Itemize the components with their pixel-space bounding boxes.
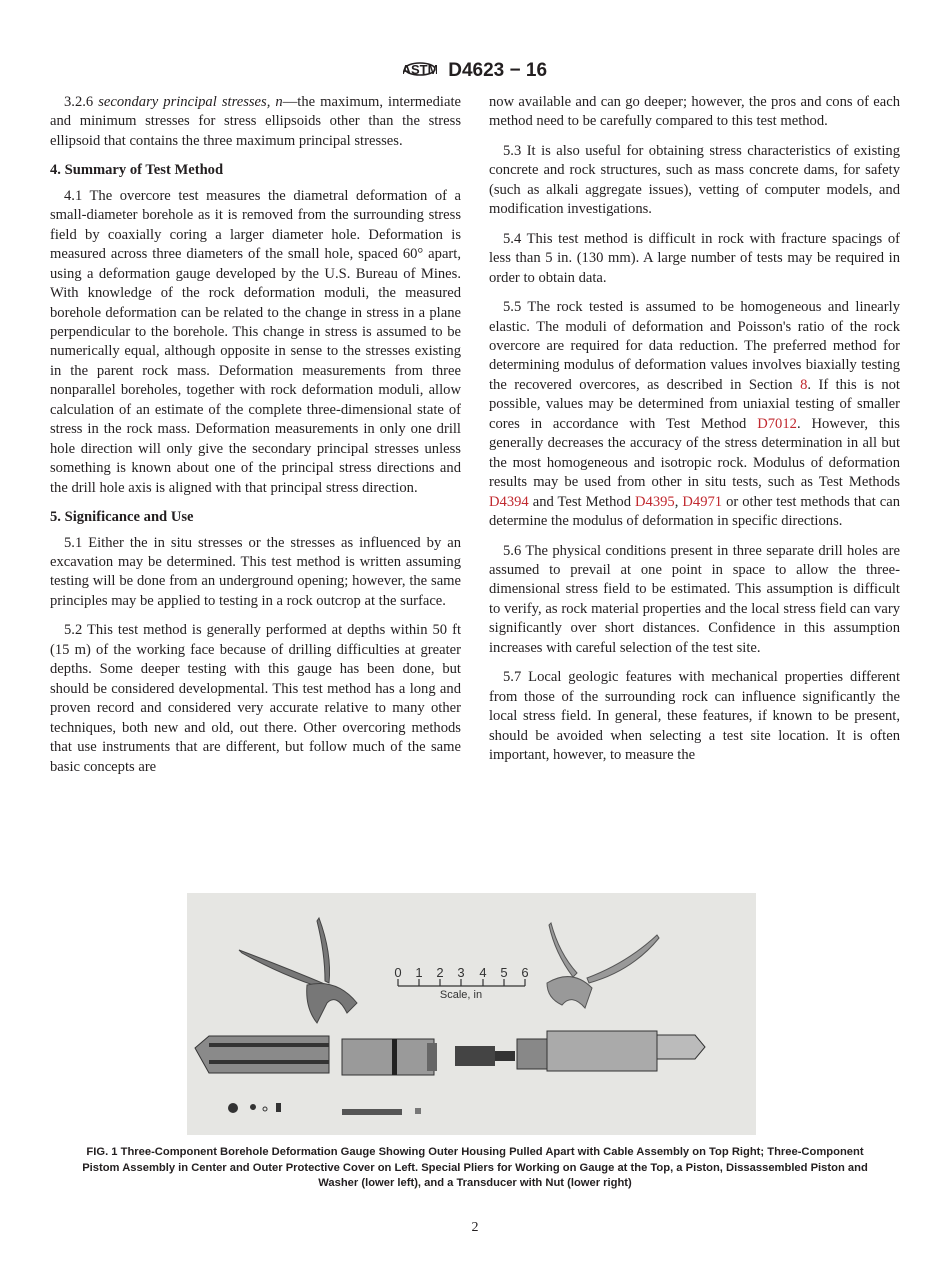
text: , <box>674 493 683 510</box>
section-4-heading: 4. Summary of Test Method <box>50 162 224 179</box>
piston-assembly-icon <box>342 1039 437 1075</box>
paragraph-5-1: 5.1 Either the in situ stresses or the stresses as influenced by an excavation may be determined. This test method is written assuming testing will be done from an underground opening; however, the same principles may be applied to testing in a rock outcrop at the surface. <box>50 534 461 609</box>
astm-logo-icon <box>403 55 437 87</box>
link-d4971[interactable]: D4971 <box>682 493 723 510</box>
text: . If this is not possible, values may be determined from uniaxial testing of smaller cores in accordance with Test Method <box>489 376 900 432</box>
scale-tick-label: 1 <box>415 965 423 980</box>
paragraph-5-3: 5.3 It is also useful for obtaining stress characteristics of existing concrete and rock structures, such as mass concrete dams, for safety (such as alkali aggregate issues), vetting of computer models, and modification investigations. <box>489 142 900 218</box>
scale-label: Scale, in <box>439 989 483 1001</box>
paragraph-5-2-continued: now available and can go deeper; however, the pros and cons of each method need to be carefully compared to this test method. <box>489 94 900 130</box>
link-d4395[interactable]: D4395 <box>634 493 675 510</box>
pliers-right-icon <box>547 923 659 1008</box>
pliers-left-icon <box>239 918 357 1023</box>
text: . However, this generally decreases the accuracy of the stress determination in all but the most homogeneous and isotropic rock. Modulus of deformation results may be used from other in situ tests, such as Test Methods <box>489 415 900 491</box>
scale-tick-label: 4 <box>479 965 487 980</box>
paragraph-5-2: 5.2 This test method is generally performed at depths within 50 ft (15 m) of the working face because of drilling difficulties at greater depths. Some deeper testing with this gauge has been done, but should be considered developmental. This test method has a long and proven record and considered very accurate relative to many other techniques, both new and old, out there. Other overcoring methods that use instruments that are different, but follow much of the same basic concepts are <box>50 622 461 775</box>
text: and Test Method <box>528 493 635 510</box>
term: secondary principal stresses, n <box>98 94 283 110</box>
outer-cover-icon <box>195 1036 329 1073</box>
scale-tick-label: 2 <box>436 965 444 980</box>
figure-caption: FIG. 1 Three-Component Borehole Deformation Gauge Showing Outer Housing Pulled Apart with Cable Assembly on Top Right; Three-Component Pistom Assembly in Center and Outer Protective Cover on Left. Special Pliers for Working on Gauge at the Top, a Piston, Dissassembled Piston and Washer (lower left), and a Transducer with Nut (lower right) <box>82 1146 868 1189</box>
figure-photo <box>187 893 756 1135</box>
text: 5.5 The rock tested is assumed to be homogeneous and linearly elastic. The moduli of deformation and Poisson's ratio of the rock overcore are required for data reduction. The preferred method for determining modulus of deformation values involves biaxially testing the recovered overcores, as described in Section <box>489 299 900 393</box>
definition: —the maximum, intermediate and minimum stresses for stress ellipsoids other than the stress ellipsoid that contains the three maximum principal stresses. <box>50 94 461 149</box>
paragraph-5-6: 5.6 The physical conditions present in three separate drill holes are assumed to prevail at one point in space to allow the three-dimensional stress field to be estimated. This assumption is difficult to verify, as rock material properties and the local stress field can vary significantly over short distances. Confidence in this assumption increases with careful selection of the test site. <box>489 542 900 656</box>
page-number: 2 <box>471 1220 479 1235</box>
paragraph-5-5 <box>489 298 900 531</box>
paragraph-5-4: 5.4 This test method is difficult in rock with fracture spacings of less than 5 in. (130 mm). A large number of tests may be required in order to obtain data. <box>489 230 900 286</box>
paragraph-3-2-6 <box>50 93 461 151</box>
link-d4394[interactable]: D4394 <box>489 493 529 510</box>
svg-text:ASTM: ASTM <box>402 62 437 77</box>
section-number: 3.2.6 <box>64 94 99 110</box>
small-parts-icon <box>228 1103 421 1115</box>
document-designation: D4623 − 16 <box>448 60 548 82</box>
page-header <box>0 55 950 87</box>
left-column <box>50 93 461 787</box>
gauge-photo-illustration <box>187 893 756 1135</box>
scale-tick-label: 5 <box>500 965 508 980</box>
paragraph-4-1: 4.1 The overcore test measures the diametral deformation of a small-diameter borehole as it is removed from the surrounding stress field by coaxially coring a larger diameter hole. Deformation is measured across three diameters of the small hole, spaced 60° apart, using a deformation gauge developed by the U.S. Bureau of Mines. With knowledge of the rock deformation moduli, the measured borehole deformation can be related to the change in stress in a plane perpendicular to the borehole. This change in stress is assumed to be numerically equal, although opposite in sense to the stresses existing in the parent rock mass. Deformation measurements from three nonparallel boreholes, together with rock deformation moduli, allow calculation of an estimate of the complete three-dimensional state of stress in the rock mass. Deformation measurements in only one drill hole direction will only give the secondary principal stresses unless something is known about one of the principal stress directions and the drill hole axis is aligned with that principal stress direction. <box>50 187 461 496</box>
link-d7012[interactable]: D7012 <box>757 415 797 432</box>
transducer-cable-assembly-icon <box>455 1031 705 1071</box>
text: or other test methods that can determine the modulus of deformation in specific directions. <box>489 493 900 530</box>
paragraph-5-7: 5.7 Local geologic features with mechanical properties different from those of the surrounding rock can influence significantly the local stress field. In general, these features, if known to be present, should be avoided when selecting a test site location. It is often important, however, to measure the <box>489 669 900 764</box>
scale-tick-label: 0 <box>394 965 402 980</box>
link-section-8[interactable]: 8 <box>800 376 808 393</box>
right-column <box>489 93 900 776</box>
section-5-heading: 5. Significance and Use <box>50 509 194 526</box>
scale-tick-label: 6 <box>521 965 529 980</box>
scale-bar <box>398 979 525 986</box>
scale-tick-label: 3 <box>457 965 465 980</box>
